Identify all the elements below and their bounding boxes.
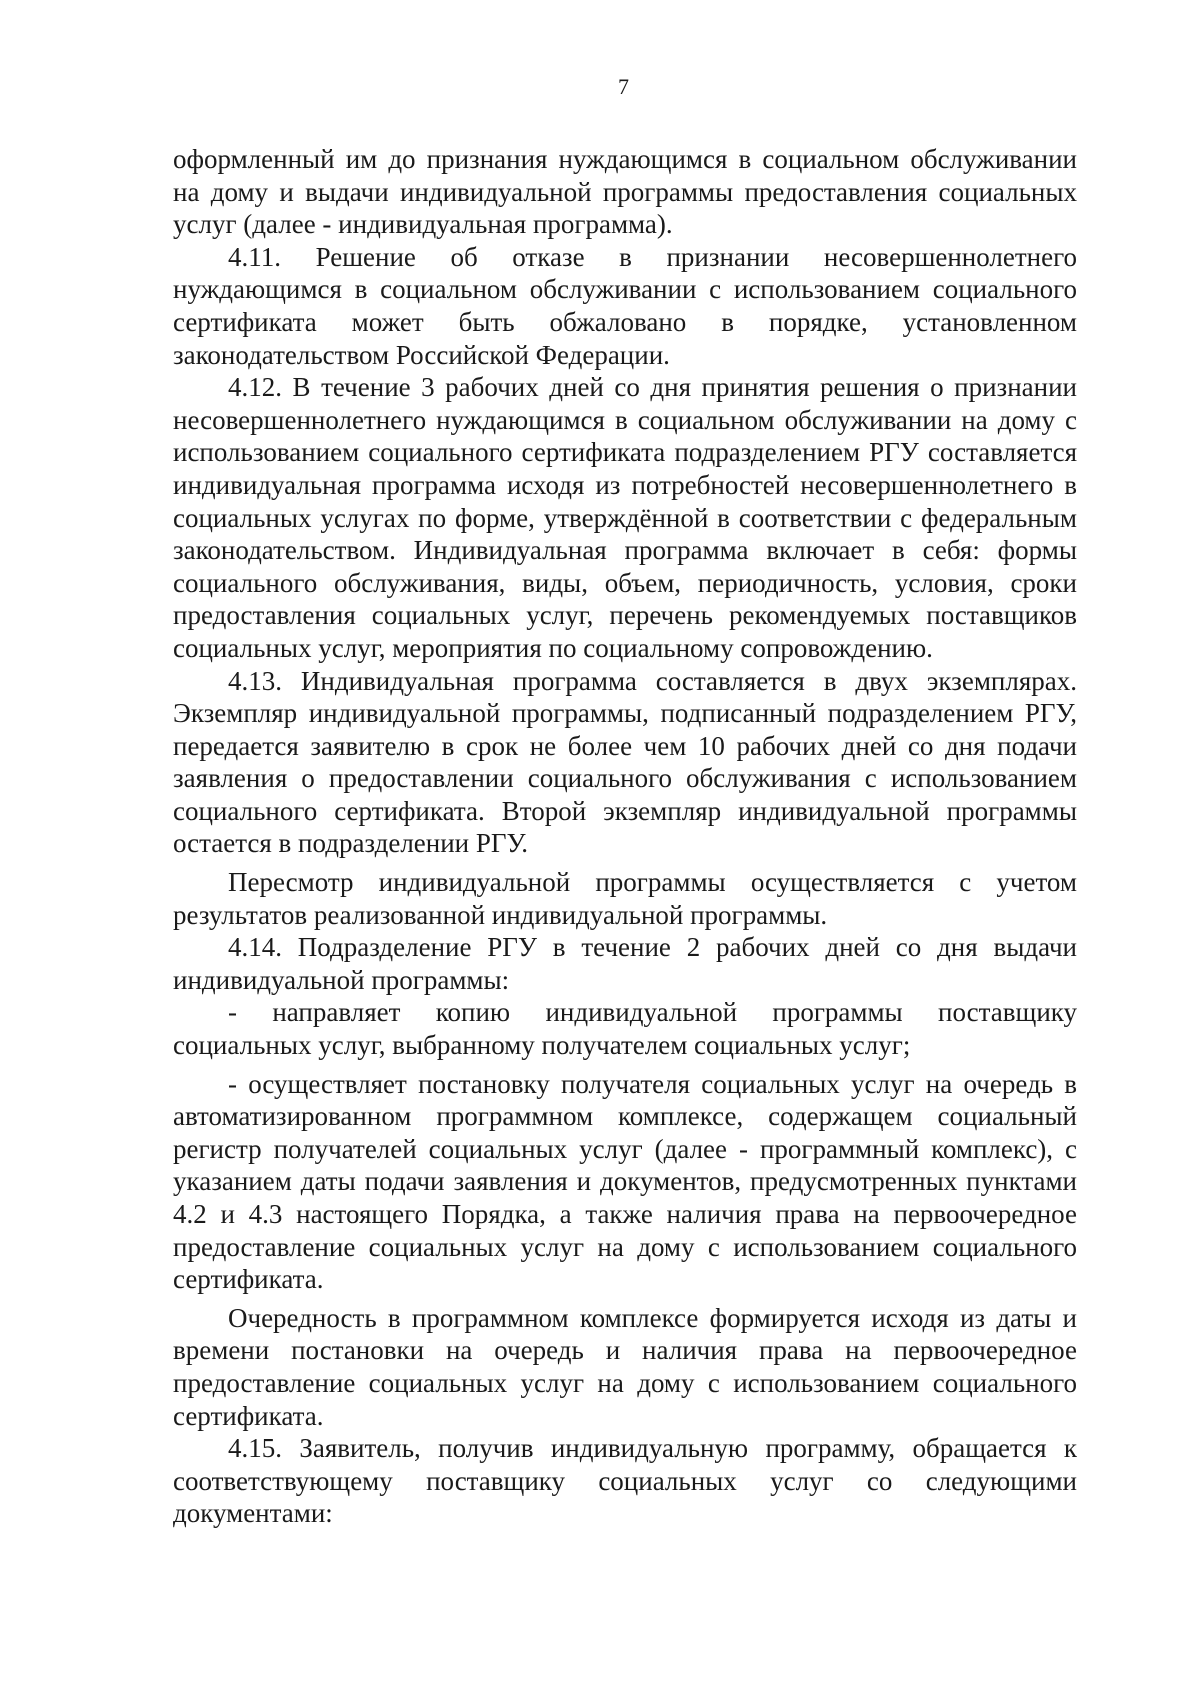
page-number: 7 — [618, 74, 629, 99]
paragraph-4-12: 4.12. В течение 3 рабочих дней со дня принятия решения о признании несовершеннолетнего нуждающимся в социальном обслуживании на дому с использованием социального сертификата подразделением РГУ составляется индивидуальная программа исходя из потребностей несовершеннолетнего в социальных услугах по форме, утверждённой в соответствии с федеральным законодательством. Индивидуальная программа включает в себя: формы социального обслуживания, виды, объем, периодичность, условия, сроки предоставления социальных услуг, перечень рекомендуемых поставщиков социальных услуг, мероприятия по социальному сопровождению. — [173, 372, 1077, 663]
paragraph-4-13: 4.13. Индивидуальная программа составляется в двух экземплярах. Экземпляр индивидуальной программы, подписанный подразделением РГУ, передается заявителю в срок не более чем 10 рабочих дней со дня подачи заявления о предоставлении социального обслуживания с использованием социального сертификата. Второй экземпляр индивидуальной программы остается в подразделении РГУ. — [173, 665, 1077, 859]
paragraph-continuation: оформленный им до признания нуждающимся в социальном обслуживании на дому и выдачи индивидуальной программы предоставления социальных услуг (далее - индивидуальная программа). — [173, 144, 1077, 240]
document-body — [173, 143, 1077, 1530]
paragraph-4-11: 4.11. Решение об отказе в признании несовершеннолетнего нуждающимся в социальном обслуживании с использованием социального сертификата может быть обжаловано в порядке, установленном законодательством Российской Федерации. — [173, 241, 1077, 370]
paragraph-4-14: 4.14. Подразделение РГУ в течение 2 рабочих дней со дня выдачи индивидуальной программы: — [173, 932, 1077, 995]
paragraph-program-review: Пересмотр индивидуальной программы осуществляется с учетом результатов реализованной индивидуальной программы. — [173, 867, 1077, 930]
list-item-send-copy: - направляет копию индивидуальной программы поставщику социальных услуг, выбранному получателем социальных услуг; — [173, 997, 1077, 1061]
paragraph-queue-order: Очередность в программном комплексе формируется исходя из даты и времени постановки на очередь и наличия права на первоочередное предоставление социальных услуг на дому с использованием социального сертификата. — [173, 1302, 1077, 1431]
paragraph-4-15: 4.15. Заявитель, получив индивидуальную программу, обращается к соответствующему поставщику социальных услуг со следующими документами: — [173, 1433, 1077, 1529]
list-item-queue-registration: - осуществляет постановку получателя социальных услуг на очередь в автоматизированном программном комплексе, содержащем социальный регистр получателей социальных услуг (далее - программный комплекс), с указанием даты подачи заявления и документов, предусмотренных пунктами 4.2 и 4.3 настоящего Порядка, а также наличия права на первоочередное предоставление социальных услуг на дому с использованием социального сертификата. — [173, 1068, 1077, 1295]
